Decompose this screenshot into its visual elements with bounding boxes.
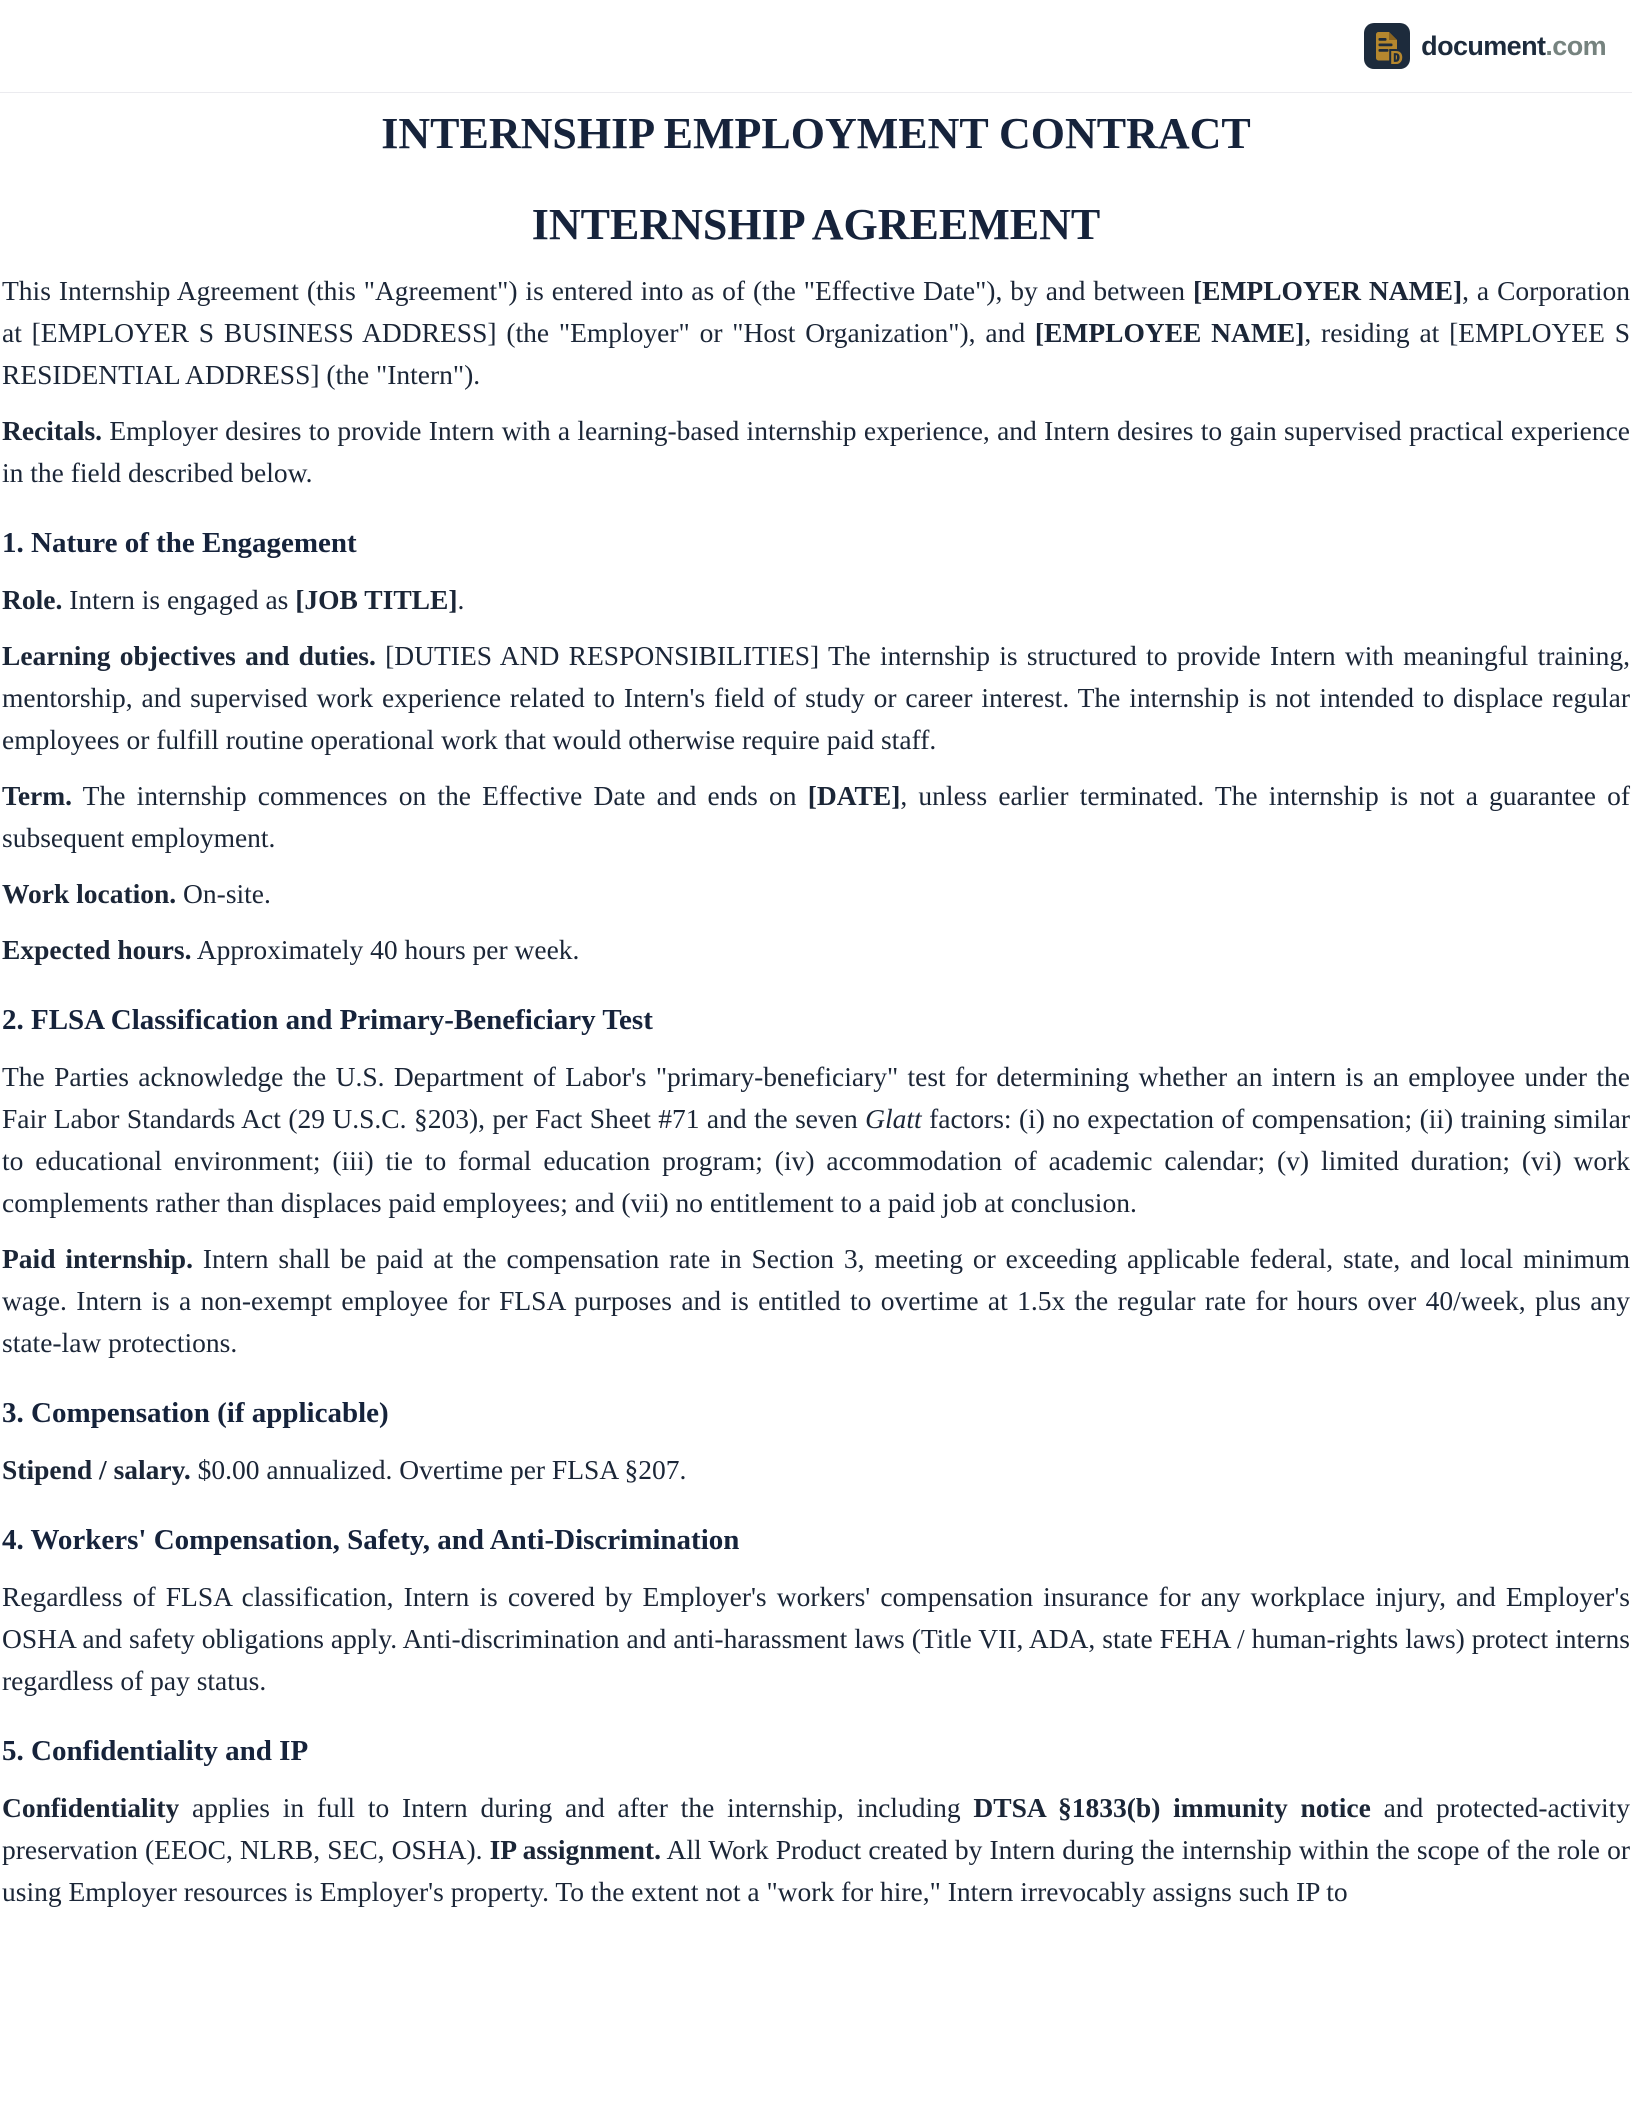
- paragraph: Regardless of FLSA classification, Intern is covered by Employer's workers' compensation insurance for any workplace injury, and Employer's OSHA and safety obligations apply. Anti-discrimination and anti-harassment laws (Title VII, ADA, state FEHA / human-rights laws) protect interns regardless of pay status.: [2, 1581, 1630, 1696]
- paragraph: Learning objectives and duties. [DUTIES AND RESPONSIBILITIES] The internship is structured to provide Intern with meaningful training, mentorship, and supervised work experience related to Intern's field of study or career interest. The internship is not intended to displace regular employees or fulfill routine operational work that would otherwise require paid staff.: [2, 640, 1630, 755]
- document-title: INTERNSHIP EMPLOYMENT CONTRACT: [381, 109, 1251, 158]
- document-logo-icon: [1364, 23, 1410, 69]
- brand-name-text: document: [1421, 30, 1546, 61]
- paragraph: This Internship Agreement (this "Agreement") is entered into as of (the "Effective Date"), by and between [EMPLOYER NAME], a Corporation at [EMPLOYER S BUSINESS ADDRESS] (the "Employer" or "Host Organization"), and [EMPLOYEE NAME], residing at [EMPLOYEE S RESIDENTIAL ADDRESS] (the "Intern").: [2, 275, 1630, 390]
- paragraph: The Parties acknowledge the U.S. Department of Labor's "primary-beneficiary" test for determining whether an intern is an employee under the Fair Labor Standards Act (29 U.S.C. §203), per Fact Sheet #71 and the seven Glatt factors: (i) no expectation of compensation; (ii) training similar to educational environment; (iii) tie to formal education program; (iv) accommodation of academic calendar; (v) limited duration; (vi) work complements rather than displaces paid employees; and (vii) no entitlement to a paid job at conclusion.: [2, 1061, 1630, 1218]
- paragraph: Paid internship. Intern shall be paid at the compensation rate in Section 3, meeting or exceeding applicable federal, state, and local minimum wage. Intern is a non-exempt employee for FLSA purposes and is entitled to overtime at 1.5x the regular rate for hours over 40/week, plus any state-law protections.: [2, 1243, 1630, 1358]
- brand-logo[interactable]: [1364, 23, 1606, 69]
- page-header: [0, 0, 1632, 93]
- contract-document: [0, 105, 1632, 1913]
- section-heading: 2. FLSA Classification and Primary-Beneficiary Test: [2, 1004, 653, 1036]
- paragraph: Role. Intern is engaged as [JOB TITLE].: [2, 584, 465, 615]
- paragraph: Confidentiality applies in full to Intern during and after the internship, including DTSA §1833(b) immunity notice and protected-activity preservation (EEOC, NLRB, SEC, OSHA). IP assignment. All Work Product created by Intern during the internship within the scope of the role or using Employer resources is Employer's property. To the extent not a "work for hire," Intern irrevocably assigns such IP to: [2, 1792, 1630, 1907]
- section-heading: 1. Nature of the Engagement: [2, 527, 357, 559]
- paragraph: Stipend / salary. $0.00 annualized. Overtime per FLSA §207.: [2, 1454, 687, 1485]
- paragraph: Term. The internship commences on the Effective Date and ends on [DATE], unless earlier terminated. The internship is not a guarantee of subsequent employment.: [2, 780, 1630, 853]
- section-heading: 5. Confidentiality and IP: [2, 1735, 309, 1767]
- brand-tld-text: .com: [1545, 30, 1606, 61]
- document-subtitle: INTERNSHIP AGREEMENT: [531, 200, 1101, 249]
- document-body: [2, 270, 1630, 1913]
- section-heading: 3. Compensation (if applicable): [2, 1397, 389, 1429]
- paragraph: Expected hours. Approximately 40 hours per week.: [2, 934, 580, 965]
- paragraph: Recitals. Employer desires to provide Intern with a learning-based internship experience, and Intern desires to gain supervised practical experience in the field described below.: [2, 415, 1630, 488]
- paragraph: Work location. On-site.: [2, 878, 271, 909]
- svg-text:D: D: [1390, 48, 1404, 68]
- section-heading: 4. Workers' Compensation, Safety, and Anti-Discrimination: [2, 1524, 740, 1556]
- brand-name: [1421, 31, 1606, 62]
